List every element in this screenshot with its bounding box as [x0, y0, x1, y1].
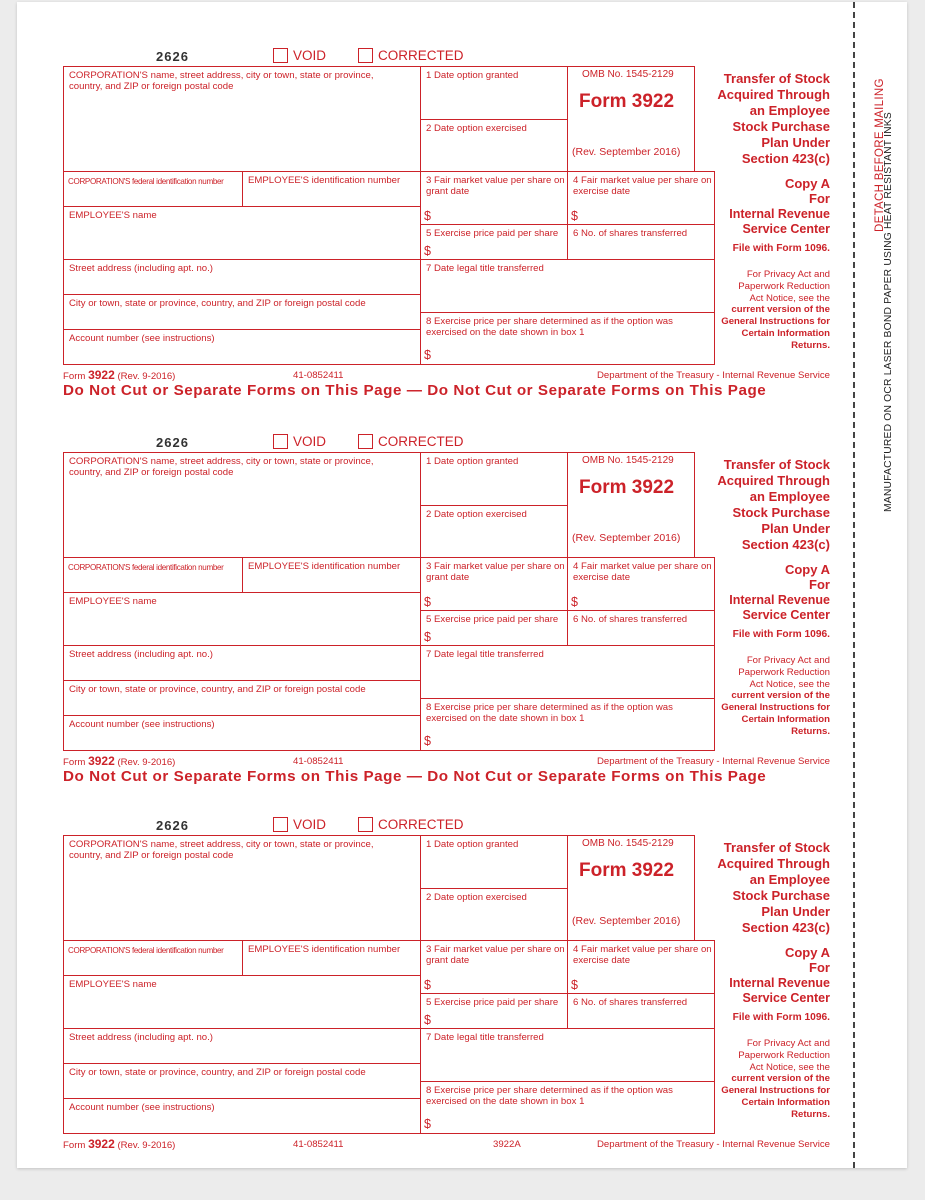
title-line: Stock Purchase — [732, 888, 830, 903]
omb-number: OMB No. 1545-2129 — [582, 455, 674, 466]
account-number-label: Account number (see instructions) — [69, 719, 215, 730]
form-title: Form 3922 — [579, 860, 675, 881]
box6-shares-transferred[interactable] — [567, 993, 715, 1029]
corrected-label: CORRECTED — [378, 434, 464, 449]
footer-department: Department of the Treasury - Internal Revenue Service — [596, 756, 830, 767]
box4-dollar: $ — [571, 595, 578, 609]
privacy-line: Act Notice, see the — [749, 1061, 830, 1073]
box8-exercise-price-box1[interactable] — [420, 312, 715, 365]
file-with-note: File with Form 1096. — [732, 629, 830, 640]
revision-date: (Rev. September 2016) — [572, 915, 681, 927]
form-3922-copy — [63, 48, 833, 411]
void-checkbox[interactable] — [273, 434, 326, 449]
form-title: Form 3922 — [579, 91, 675, 112]
employee-id-label: EMPLOYEE'S identification number — [248, 175, 401, 186]
copy-for-label: For — [809, 960, 830, 975]
box3-dollar: $ — [424, 978, 431, 992]
title-line: Stock Purchase — [732, 505, 830, 520]
corrected-checkbox[interactable] — [358, 434, 464, 449]
street-address-label: Street address (including apt. no.) — [69, 1032, 213, 1043]
box5-exercise-price[interactable] — [420, 993, 568, 1029]
irs-line: Service Center — [742, 990, 830, 1005]
omb-number: OMB No. 1545-2129 — [582, 838, 674, 849]
footer-form-code: 3922A — [493, 1139, 521, 1150]
box3-label: 3 Fair market value per share on grant date — [426, 561, 565, 583]
form-description — [717, 71, 830, 167]
city-label: City or town, state or province, country, and ZIP or foreign postal code — [69, 684, 366, 695]
privacy-line: Returns. — [791, 1108, 830, 1120]
detach-notice: DETACH BEFORE MAILING — [874, 78, 886, 232]
privacy-line: For Privacy Act and — [746, 655, 830, 666]
corrected-checkbox[interactable] — [358, 48, 464, 63]
title-line: Transfer of Stock — [723, 457, 830, 472]
corrected-label: CORRECTED — [378, 817, 464, 832]
title-line: Plan Under — [761, 135, 830, 150]
account-number-field[interactable] — [63, 1098, 421, 1134]
void-box[interactable] — [273, 817, 288, 832]
corporation-fein-field[interactable] — [63, 940, 243, 976]
privacy-line: current version of the — [731, 1073, 830, 1085]
do-not-cut-warning: Do Not Cut or Separate Forms on This Page — Do Not Cut or Separate Forms on This Page — [63, 768, 767, 785]
privacy-line: Returns. — [791, 339, 830, 351]
irs-center — [729, 976, 830, 1005]
title-line: Acquired Through — [717, 473, 830, 488]
void-box[interactable] — [273, 434, 288, 449]
omb-block — [567, 66, 695, 172]
irs-center — [729, 207, 830, 236]
box4-fmv-exercise[interactable] — [567, 940, 715, 994]
footer-department: Department of the Treasury - Internal Revenue Service — [596, 1139, 830, 1150]
footer-rev: (Rev. 9-2016) — [117, 1140, 176, 1151]
box5-exercise-price[interactable] — [420, 224, 568, 260]
box7-label: 7 Date legal title transferred — [426, 649, 544, 660]
title-line: Plan Under — [761, 521, 830, 536]
street-address-field[interactable] — [63, 645, 421, 681]
city-label: City or town, state or province, country, and ZIP or foreign postal code — [69, 298, 366, 309]
privacy-line: Paperwork Reduction — [738, 666, 830, 678]
privacy-line: General Instructions for — [721, 1085, 830, 1097]
omb-number: OMB No. 1545-2129 — [582, 69, 674, 80]
form-code: 2626 — [156, 49, 189, 64]
corrected-box[interactable] — [358, 817, 373, 832]
corporation-fein-field[interactable] — [63, 171, 243, 207]
privacy-line: Act Notice, see the — [749, 678, 830, 690]
copy-for-label: For — [809, 191, 830, 206]
box6-label: 6 No. of shares transferred — [573, 228, 688, 239]
box7-title-transferred[interactable] — [420, 645, 715, 699]
box3-fmv-grant[interactable] — [420, 557, 568, 611]
form-description — [717, 840, 830, 936]
form-title: Form 3922 — [579, 477, 675, 498]
omb-block — [567, 452, 695, 558]
box7-label: 7 Date legal title transferred — [426, 263, 544, 274]
street-address-field[interactable] — [63, 259, 421, 295]
copy-a-label: Copy A — [784, 176, 830, 191]
employee-id-label: EMPLOYEE'S identification number — [248, 944, 401, 955]
void-label: VOID — [293, 817, 327, 832]
corporation-fein-label: CORPORATION'S federal identification number — [68, 563, 224, 572]
corporation-name-label: CORPORATION'S name, street address, city or town, state or province, country, and ZIP or foreign postal code — [69, 839, 374, 861]
corporation-name-label: CORPORATION'S name, street address, city or town, state or province, country, and ZIP or foreign postal code — [69, 70, 374, 92]
corrected-box[interactable] — [358, 48, 373, 63]
irs-line: Internal Revenue — [729, 976, 830, 990]
privacy-line: current version of the — [731, 304, 830, 316]
form-code: 2626 — [156, 818, 189, 833]
box5-dollar: $ — [424, 630, 431, 644]
footer-form-id — [63, 368, 175, 382]
corrected-checkbox[interactable] — [358, 817, 464, 832]
box3-dollar: $ — [424, 209, 431, 223]
city-field[interactable] — [63, 680, 421, 716]
employee-name-field[interactable] — [63, 592, 421, 646]
title-line: Acquired Through — [717, 87, 830, 102]
box2-date-exercised[interactable] — [420, 119, 568, 172]
box4-label: 4 Fair market value per share on exercise date — [573, 175, 712, 197]
corrected-label: CORRECTED — [378, 48, 464, 63]
void-checkbox[interactable] — [273, 817, 326, 832]
copy-designation — [785, 562, 830, 592]
privacy-line: For Privacy Act and — [746, 269, 830, 280]
box4-dollar: $ — [571, 978, 578, 992]
box2-label: 2 Date option exercised — [426, 509, 527, 520]
box6-shares-transferred[interactable] — [567, 224, 715, 260]
corporation-name-field[interactable] — [63, 452, 421, 558]
footer-form-number: 3922 — [88, 754, 115, 768]
privacy-line: current version of the — [731, 690, 830, 702]
box5-dollar: $ — [424, 244, 431, 258]
box8-exercise-price-box1[interactable] — [420, 698, 715, 751]
privacy-line: General Instructions for — [721, 702, 830, 714]
title-line: Section 423(c) — [741, 537, 830, 552]
title-line: Transfer of Stock — [723, 71, 830, 86]
footer-form-number: 3922 — [88, 368, 115, 382]
employee-id-label: EMPLOYEE'S identification number — [248, 561, 401, 572]
copy-for-label: For — [809, 577, 830, 592]
file-with-note: File with Form 1096. — [732, 243, 830, 254]
box2-label: 2 Date option exercised — [426, 892, 527, 903]
privacy-line: Certain Information — [741, 1096, 830, 1108]
title-line: Stock Purchase — [732, 119, 830, 134]
title-line: an Employee — [749, 489, 830, 504]
privacy-line: Certain Information — [741, 327, 830, 339]
revision-date: (Rev. September 2016) — [572, 532, 681, 544]
void-checkbox[interactable] — [273, 48, 326, 63]
title-line: Section 423(c) — [741, 920, 830, 935]
title-line: Plan Under — [761, 904, 830, 919]
account-number-field[interactable] — [63, 715, 421, 751]
box3-label: 3 Fair market value per share on grant date — [426, 944, 565, 966]
copy-a-label: Copy A — [784, 562, 830, 577]
irs-center — [729, 593, 830, 622]
corporation-name-label: CORPORATION'S name, street address, city or town, state or province, country, and ZIP or foreign postal code — [69, 456, 374, 478]
box2-date-exercised[interactable] — [420, 505, 568, 558]
footer-department: Department of the Treasury - Internal Revenue Service — [596, 370, 830, 381]
employee-id-field[interactable] — [242, 171, 421, 207]
box8-dollar: $ — [424, 734, 431, 748]
footer-form-number: 3922 — [88, 1137, 115, 1151]
footer-form-prefix: Form — [63, 757, 86, 768]
box1-date-granted[interactable] — [420, 452, 568, 506]
copy-designation — [785, 176, 830, 206]
copy-a-label: Copy A — [784, 945, 830, 960]
box6-label: 6 No. of shares transferred — [573, 614, 688, 625]
box4-fmv-exercise[interactable] — [567, 171, 715, 225]
box5-dollar: $ — [424, 1013, 431, 1027]
footer-cat-number: 41-0852411 — [293, 1139, 344, 1150]
street-address-label: Street address (including apt. no.) — [69, 649, 213, 660]
void-label: VOID — [293, 48, 327, 63]
account-number-label: Account number (see instructions) — [69, 333, 215, 344]
employee-id-field[interactable] — [242, 557, 421, 593]
city-field[interactable] — [63, 1063, 421, 1099]
box1-label: 1 Date option granted — [426, 70, 519, 81]
box8-label: 8 Exercise price per share determined as if the option was exercised on the date shown in box 1 — [426, 702, 673, 724]
box5-label: 5 Exercise price paid per share — [426, 228, 559, 239]
footer-rev: (Rev. 9-2016) — [117, 757, 176, 768]
box8-exercise-price-box1[interactable] — [420, 1081, 715, 1134]
corporation-fein-label: CORPORATION'S federal identification number — [68, 177, 224, 186]
file-with-note: File with Form 1096. — [732, 1012, 830, 1023]
box7-label: 7 Date legal title transferred — [426, 1032, 544, 1043]
privacy-notice — [721, 1038, 830, 1121]
employee-name-label: EMPLOYEE'S name — [69, 596, 157, 607]
title-line: Acquired Through — [717, 856, 830, 871]
footer-cat-number: 41-0852411 — [293, 756, 344, 767]
box3-fmv-grant[interactable] — [420, 171, 568, 225]
form-description — [717, 457, 830, 553]
account-number-label: Account number (see instructions) — [69, 1102, 215, 1113]
privacy-line: Certain Information — [741, 713, 830, 725]
title-line: an Employee — [749, 103, 830, 118]
box8-dollar: $ — [424, 1117, 431, 1131]
corporation-fein-field[interactable] — [63, 557, 243, 593]
city-field[interactable] — [63, 294, 421, 330]
employee-name-field[interactable] — [63, 206, 421, 260]
account-number-field[interactable] — [63, 329, 421, 365]
footer-rev: (Rev. 9-2016) — [117, 371, 176, 382]
box6-label: 6 No. of shares transferred — [573, 997, 688, 1008]
privacy-notice — [721, 655, 830, 738]
box4-label: 4 Fair market value per share on exercise date — [573, 944, 712, 966]
box8-dollar: $ — [424, 348, 431, 362]
privacy-line: Paperwork Reduction — [738, 1049, 830, 1061]
title-line: Transfer of Stock — [723, 840, 830, 855]
corporation-fein-label: CORPORATION'S federal identification number — [68, 946, 224, 955]
box4-dollar: $ — [571, 209, 578, 223]
box5-label: 5 Exercise price paid per share — [426, 997, 559, 1008]
privacy-line: For Privacy Act and — [746, 1038, 830, 1049]
footer-form-id — [63, 754, 175, 768]
box7-title-transferred[interactable] — [420, 1028, 715, 1082]
box8-label: 8 Exercise price per share determined as if the option was exercised on the date shown in box 1 — [426, 316, 673, 338]
corporation-name-field[interactable] — [63, 835, 421, 941]
employee-id-field[interactable] — [242, 940, 421, 976]
box1-label: 1 Date option granted — [426, 839, 519, 850]
box2-date-exercised[interactable] — [420, 888, 568, 941]
privacy-notice — [721, 269, 830, 352]
box7-title-transferred[interactable] — [420, 259, 715, 313]
box2-label: 2 Date option exercised — [426, 123, 527, 134]
irs-line: Internal Revenue — [729, 593, 830, 607]
employee-name-label: EMPLOYEE'S name — [69, 210, 157, 221]
box1-label: 1 Date option granted — [426, 456, 519, 467]
revision-date: (Rev. September 2016) — [572, 146, 681, 158]
footer-form-id — [63, 1137, 175, 1151]
box8-label: 8 Exercise price per share determined as if the option was exercised on the date shown in box 1 — [426, 1085, 673, 1107]
title-line: Section 423(c) — [741, 151, 830, 166]
irs-line: Internal Revenue — [729, 207, 830, 221]
irs-line: Service Center — [742, 607, 830, 622]
privacy-line: Act Notice, see the — [749, 292, 830, 304]
footer-form-prefix: Form — [63, 1140, 86, 1151]
manufacturing-notice: MANUFACTURED ON OCR LASER BOND PAPER USING HEAT RESISTANT INKS — [883, 112, 894, 512]
city-label: City or town, state or province, country, and ZIP or foreign postal code — [69, 1067, 366, 1078]
form-3922-copy — [63, 817, 833, 1180]
perforation-line — [853, 2, 855, 1168]
form-3922-copy — [63, 434, 833, 797]
corporation-name-field[interactable] — [63, 66, 421, 172]
omb-block — [567, 835, 695, 941]
box3-label: 3 Fair market value per share on grant date — [426, 175, 565, 197]
box5-label: 5 Exercise price paid per share — [426, 614, 559, 625]
employee-name-field[interactable] — [63, 975, 421, 1029]
box6-shares-transferred[interactable] — [567, 610, 715, 646]
box1-date-granted[interactable] — [420, 835, 568, 889]
copy-designation — [785, 945, 830, 975]
privacy-line: Paperwork Reduction — [738, 280, 830, 292]
box3-dollar: $ — [424, 595, 431, 609]
street-address-field[interactable] — [63, 1028, 421, 1064]
box4-fmv-exercise[interactable] — [567, 557, 715, 611]
footer-form-prefix: Form — [63, 371, 86, 382]
privacy-line: Returns. — [791, 725, 830, 737]
void-box[interactable] — [273, 48, 288, 63]
street-address-label: Street address (including apt. no.) — [69, 263, 213, 274]
privacy-line: General Instructions for — [721, 316, 830, 328]
employee-name-label: EMPLOYEE'S name — [69, 979, 157, 990]
irs-line: Service Center — [742, 221, 830, 236]
box3-fmv-grant[interactable] — [420, 940, 568, 994]
corrected-box[interactable] — [358, 434, 373, 449]
box5-exercise-price[interactable] — [420, 610, 568, 646]
void-label: VOID — [293, 434, 327, 449]
do-not-cut-warning: Do Not Cut or Separate Forms on This Page — Do Not Cut or Separate Forms on This Page — [63, 382, 767, 399]
box1-date-granted[interactable] — [420, 66, 568, 120]
title-line: an Employee — [749, 872, 830, 887]
box4-label: 4 Fair market value per share on exercise date — [573, 561, 712, 583]
footer-cat-number: 41-0852411 — [293, 370, 344, 381]
form-code: 2626 — [156, 435, 189, 450]
